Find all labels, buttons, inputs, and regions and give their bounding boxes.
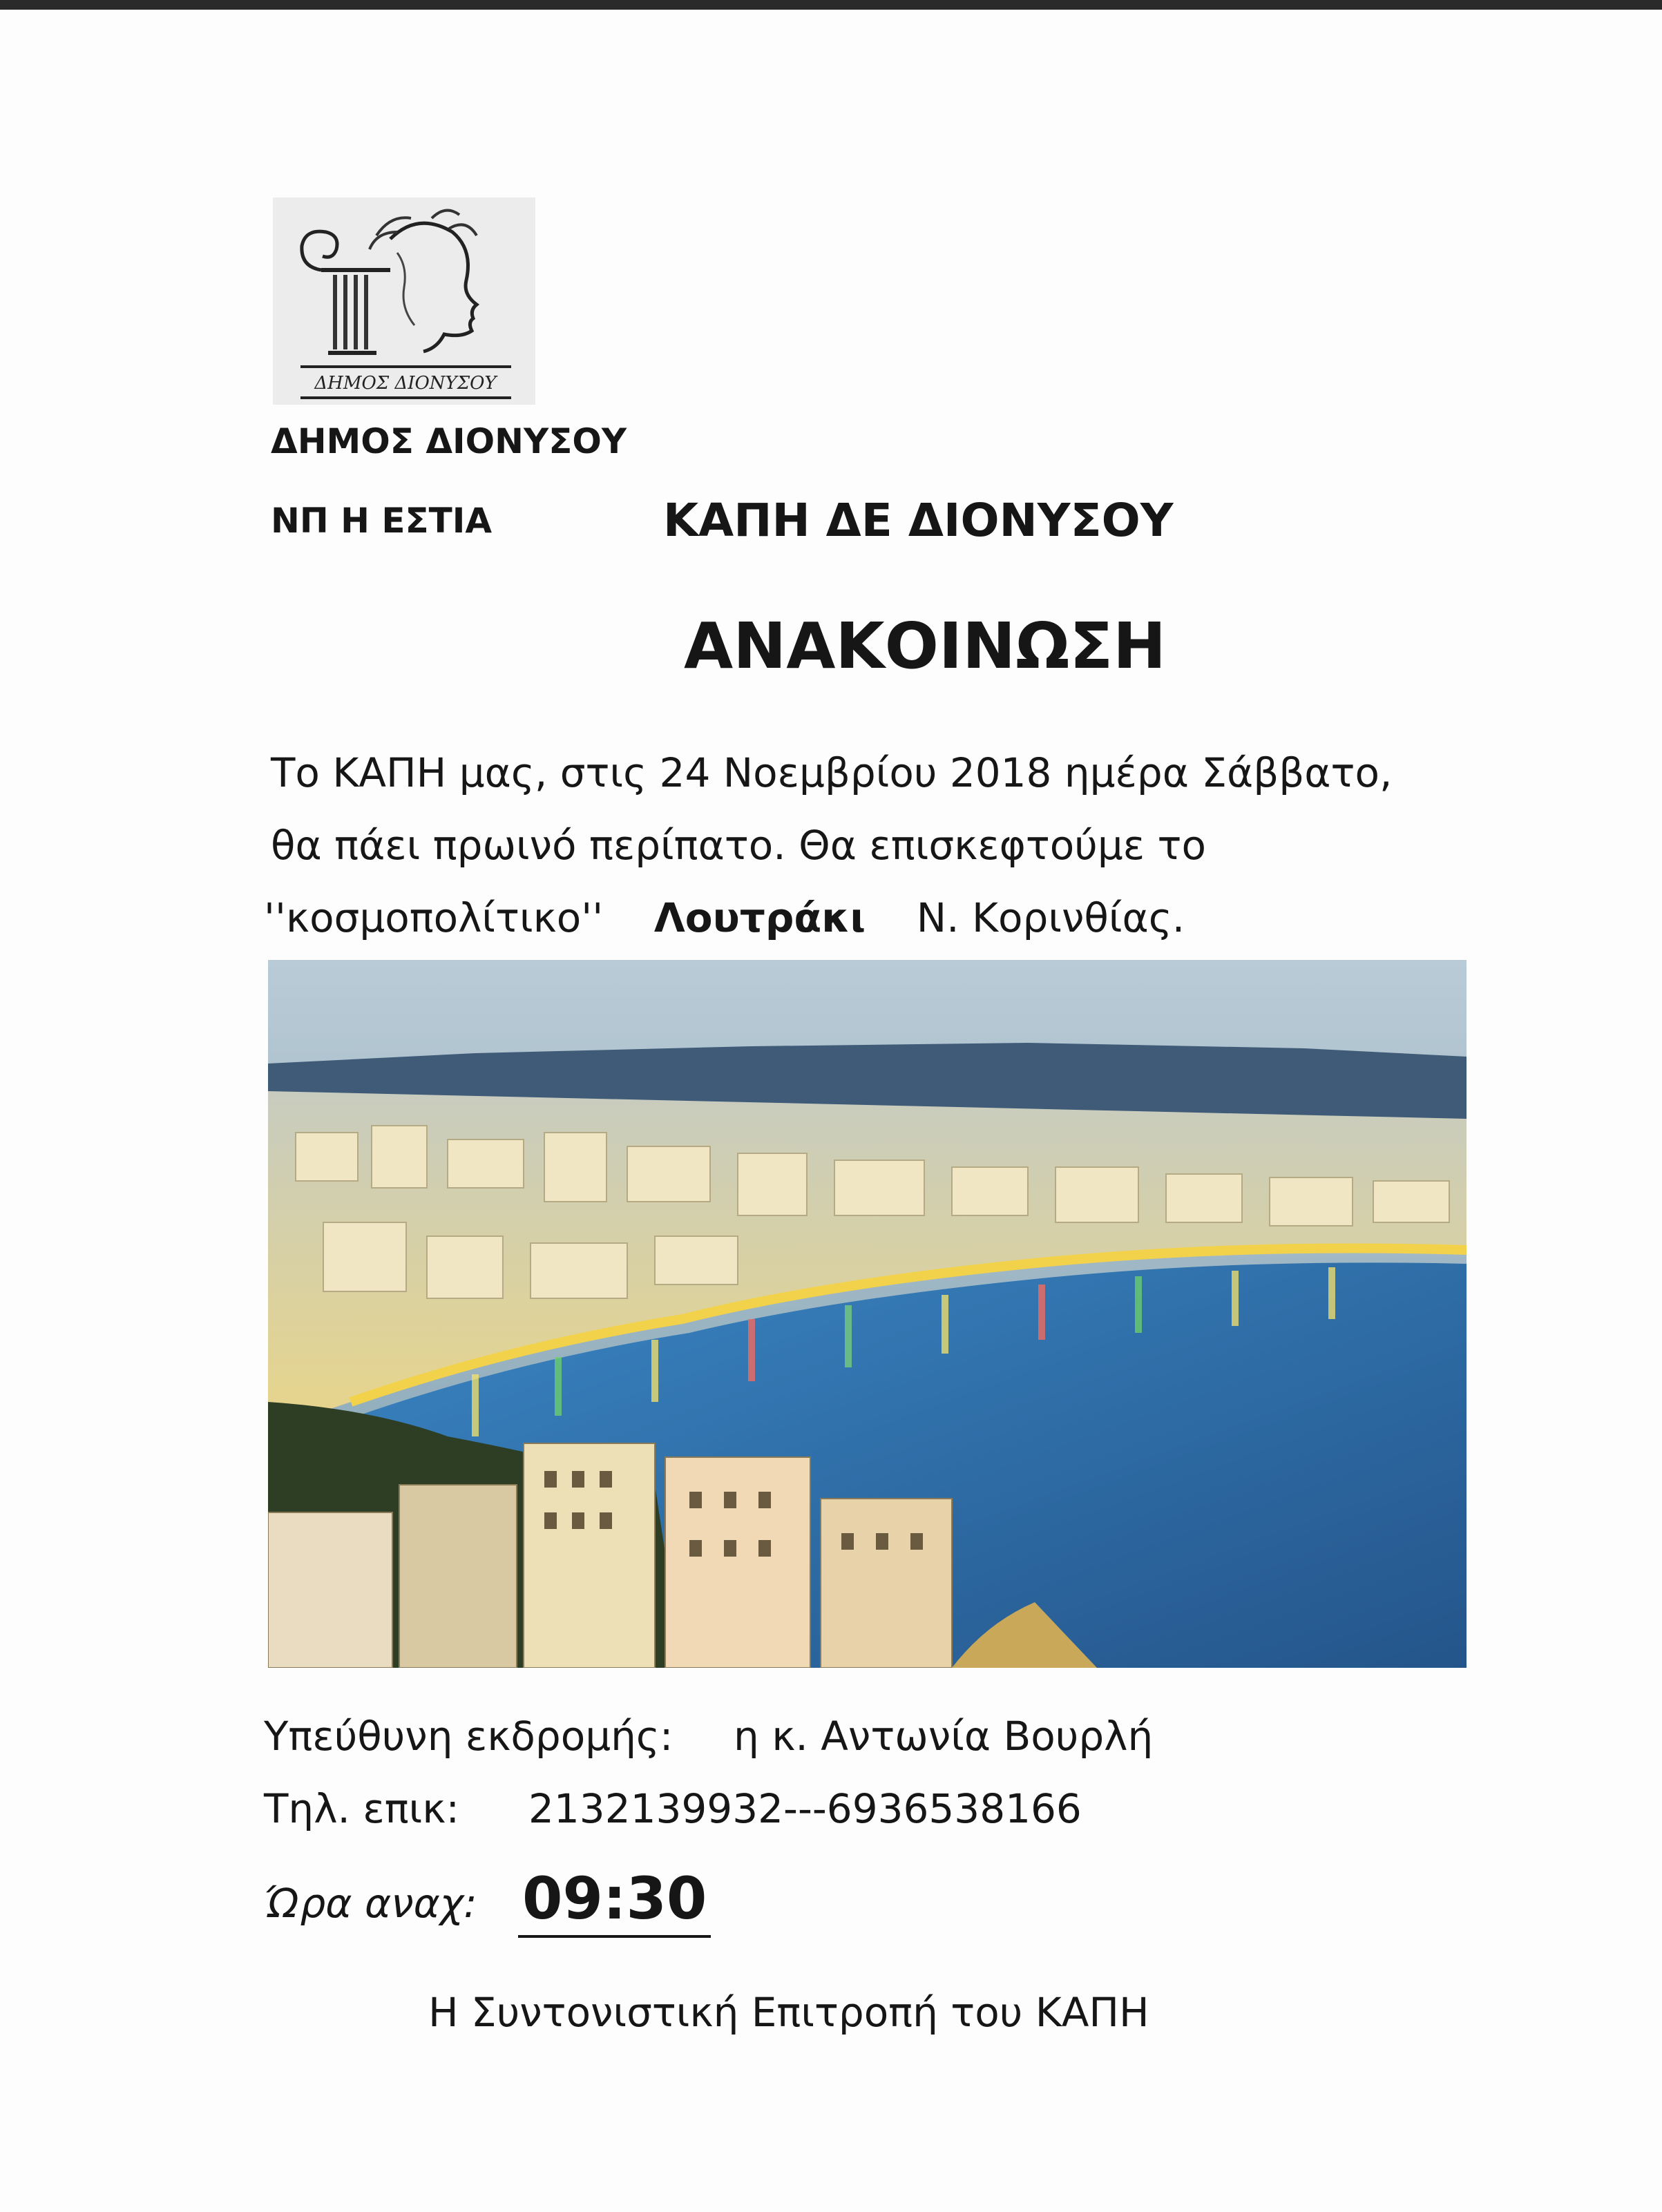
responsible-label: Υπεύθυνη εκδρομής: [264,1713,674,1760]
announcement-line-3 [264,894,1185,941]
departure-time: 09:30 [518,1865,711,1938]
municipality-name: ΔΗΜΟΣ ΔΙΟΝΥΣΟΥ [271,421,627,461]
cosmopolitan-quote: ''κοσμοπολίτικο'' [264,894,604,941]
destination-region: Ν. Κορινθίας. [916,894,1185,941]
phone-value: 2132139932---6936538166 [528,1785,1082,1832]
responsible-value: η κ. Αντωνία Βουρλή [734,1713,1154,1760]
center-name: ΚΑΠΗ ΔΕ ΔΙΟΝΥΣΟΥ [663,494,1174,547]
destination-name: Λουτράκι [653,894,866,941]
scan-top-edge [0,0,1662,10]
announcement-line-1: Το ΚΑΠΗ μας, στις 24 Νοεμβρίου 2018 ημέρα Σάββατο, [271,749,1393,796]
departure-label: Ώρα αναχ: [264,1880,477,1927]
municipality-logo [273,198,535,405]
loutraki-photo [268,960,1467,1668]
announcement-title: ΑΝΑΚΟΙΝΩΣΗ [684,609,1167,683]
signature: Η Συντονιστική Επιτροπή του ΚΑΠΗ [428,1989,1149,2036]
entity-name: ΝΠ Η ΕΣΤΙΑ [271,501,493,541]
logo-caption: ΔΗΜΟΣ ΔΙΟΝΥΣΟΥ [314,373,497,394]
announcement-line-2: θα πάει πρωινό περίπατο. Θα επισκεφτούμε το [271,822,1206,869]
phone-label: Τηλ. επικ: [264,1785,460,1832]
